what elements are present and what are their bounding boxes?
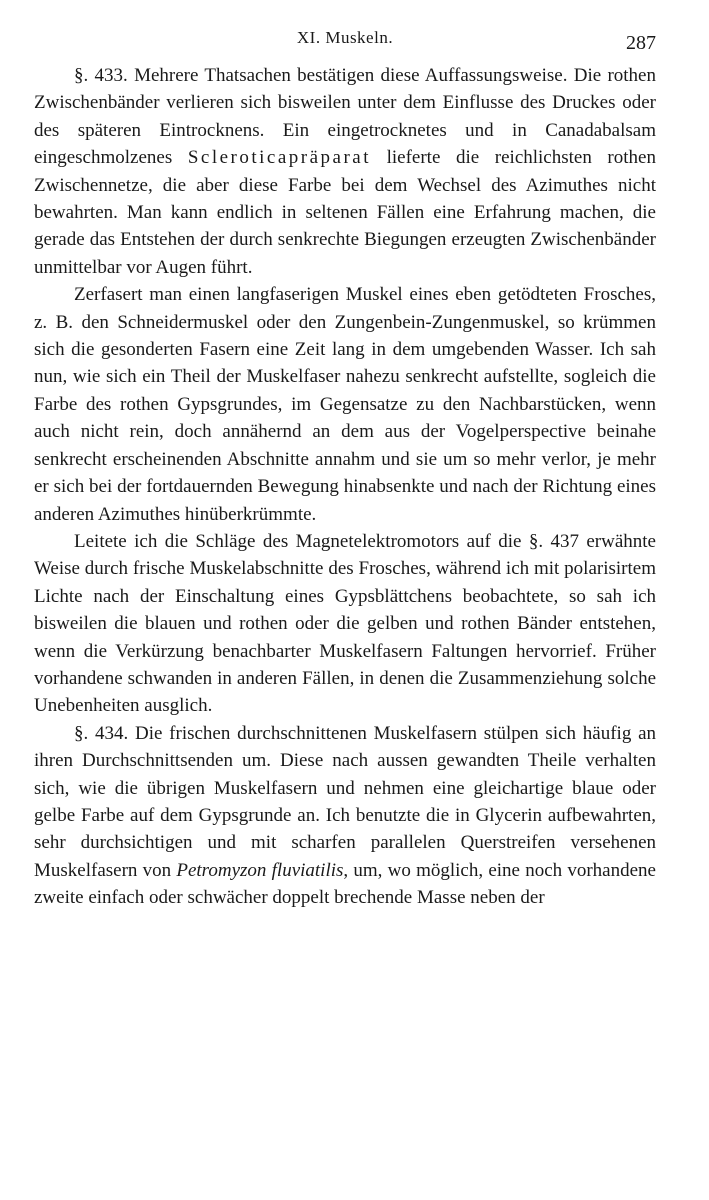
paragraph-433-text-2: lieferte die reichlichsten rothen Zwischennetze, die aber diese Farbe bei dem Wechsel des Azimuthes nicht bewahrten. Man kann endlich in seltenen Fällen eine Erfahrung machen, die gerade das Entstehen der durch senkrechte Biegungen erzeugten Zwischenbänder unmittelbar vor Augen führt. — [34, 147, 656, 278]
page-number: 287 — [626, 32, 656, 54]
paragraph-433-text-1: §. 433. Mehrere Thatsachen bestätigen diese Auffassungsweise. Die rothen Zwischenbänder verlieren sich bisweilen unter dem Einflusse des Druckes oder des späteren Eintrocknens. Ein eingetrocknetes und in Canadabalsam eingeschmolzenes — [34, 65, 656, 169]
paragraph-frog-muscle: Zerfasert man einen langfaserigen Muskel eines eben getödteten Frosches, z. B. den Schneidermuskel oder den Zungenbein-Zungenmuskel, so krümmen sich die gesonderten Fasern eine Zeit lang in dem umgebenden Wasser. Ich sah nun, wie sich ein Theil der Muskelfaser nahezu senkrecht aufstellte, sogleich die Farbe des rothen Gypsgrundes, im Gegensatze zu den Nachbarstücken, wenn auch nicht rein, doch annähernd an dem aus der Vogelperspective beinahe senkrecht erscheinenden Abschnitte annahm und sie um so mehr verlor, je mehr er sich bei der fortdauernden Bewegung hinabsenkte und nach der Richtung eines anderen Azimuthes hinüberkrümmte. — [34, 284, 656, 525]
paragraph-434-text-1: §. 434. Die frischen durchschnittenen Muskelfasern stülpen sich häufig an ihren Durchschnittsenden um. Diese nach aussen gewandten Theile verhalten sich, wie die übrigen Muskelfasern und nehmen eine gleichartige blaue oder gelbe Farbe auf dem Gypsgrunde an. Ich benutzte die in Glycerin aufbewahrten, sehr durchsichtigen und mit scharfen parallelen Querstreifen versehenen Muskelfasern von — [34, 722, 656, 881]
paragraph-electromotor: Leitete ich die Schläge des Magnetelektromotors auf die §. 437 erwähnte Weise durch frische Muskelabschnitte des Frosches, während ich mit polarisirtem Lichte nach der Einschaltung eines Gypsblättchens beobachtete, so sah ich bisweilen die blauen und rothen oder die gelben und rothen Bänder entstehen, wenn die Verkürzung benachbarter Muskelfasern Faltungen hervorrief. Früher vorhandene schwanden in anderen Fällen, in denen die Zusammenziehung solche Unebenheiten ausglich. — [34, 530, 656, 717]
running-title: XI. Muskeln. — [296, 28, 394, 47]
species-name: Petromyzon fluviatilis — [176, 859, 344, 881]
emphasized-term: Scleroticapräparat — [187, 147, 372, 169]
paragraph-434-text-2: , um, wo möglich, eine noch vorhandene zweite einfach oder schwächer doppelt brechende Masse neben der — [34, 859, 656, 909]
paragraph-433 — [34, 62, 656, 281]
running-head — [34, 28, 656, 62]
book-page — [34, 28, 656, 912]
paragraph-434 — [34, 720, 656, 912]
